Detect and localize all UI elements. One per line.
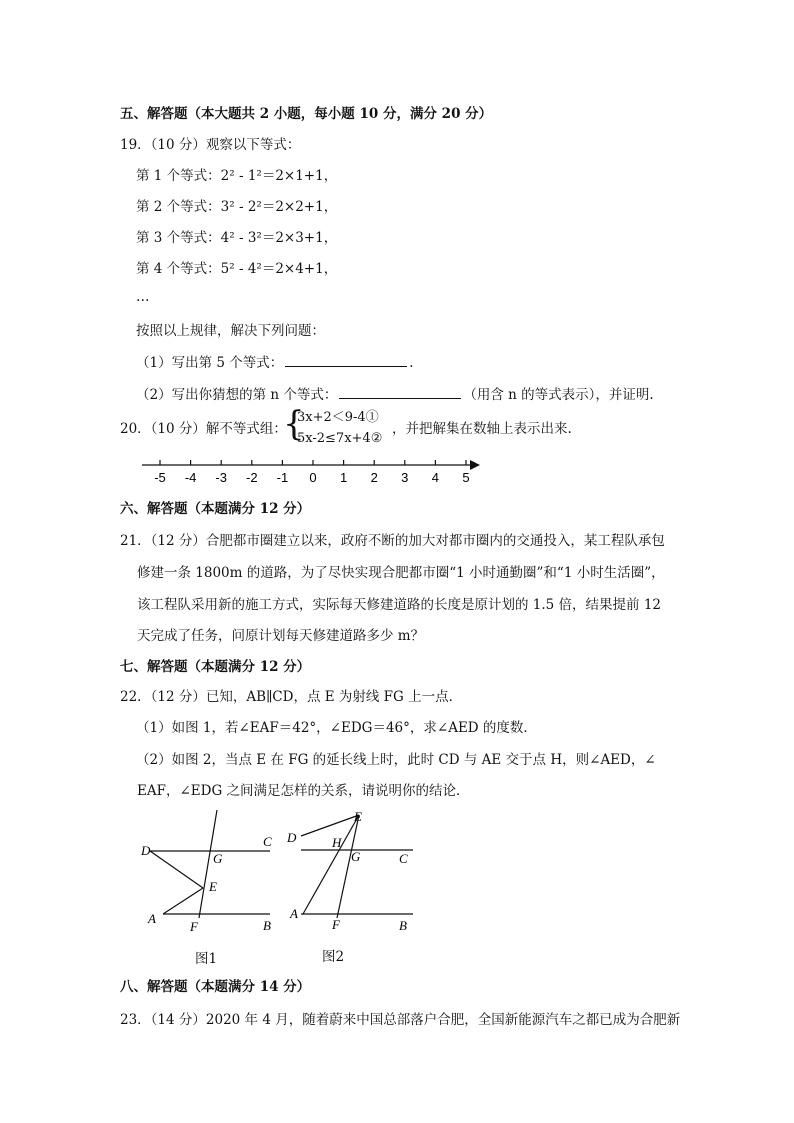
figure-1-caption: 图1 — [195, 951, 218, 967]
q19-part1-blank[interactable] — [285, 353, 407, 367]
number-line-label: 2 — [370, 470, 378, 485]
fig2-label-D: D — [287, 830, 297, 845]
q19-head: 19．（10 分）观察以下等式： — [120, 137, 301, 153]
q21-line-3: 该工程队采用新的施工方式，实际每天修建道路的长度是原计划的 1.5 倍，结果提前 12 — [137, 597, 662, 613]
fig1-label-G: G — [213, 851, 223, 866]
q20-tail: ，并把解集在数轴上表示出来. — [392, 421, 572, 437]
segment-DE — [301, 815, 359, 836]
fig2-label-B: B — [399, 918, 407, 933]
number-line-label: 3 — [401, 470, 409, 485]
line-FE — [337, 815, 359, 918]
fig1-label-C: C — [263, 834, 272, 849]
figure-2 — [283, 808, 423, 938]
number-line-label: 4 — [431, 470, 440, 485]
fig1-label-B: B — [263, 918, 271, 933]
figure-1 — [135, 810, 285, 940]
number-line-label: 0 — [309, 470, 317, 485]
q19-part1 — [136, 353, 414, 372]
q22-part1: （1）如图 1，若∠EAF＝42°，∠EDG＝46°，求∠AED 的度数． — [136, 720, 537, 736]
section-5-title: 五、解答题（本大题共 2 小题，每小题 10 分，满分 20 分） — [120, 106, 493, 122]
fig2-label-F: F — [332, 917, 340, 932]
q19-part2-text: （2）写出你猜想的第 n 个等式： — [136, 387, 338, 403]
q19-eq2: 第 2 个等式：3² - 2²＝2×2+1， — [136, 199, 338, 215]
section-8-title: 八、解答题（本题满分 14 分） — [120, 979, 311, 995]
q19-eq4: 第 4 个等式：5² - 4²＝2×4+1， — [136, 261, 338, 277]
q21-line-1: 21．（12 分）合肥都市圈建立以来，政府不断的加大对都市圈内的交通投入，某工程队承包 — [120, 533, 665, 549]
q19-part1-end: . — [409, 355, 414, 371]
number-line-label: -3 — [215, 470, 227, 485]
number-line — [140, 455, 490, 487]
number-line-label: -2 — [246, 470, 258, 485]
system-brace: { — [283, 404, 305, 444]
fig1-label-A: A — [148, 911, 156, 926]
fig2-label-H: H — [332, 835, 342, 850]
section-6-title: 六、解答题（本题满分 12 分） — [120, 501, 311, 517]
fig2-label-E: E — [354, 809, 362, 824]
fig1-label-E: E — [209, 879, 217, 894]
number-line-label: -4 — [184, 470, 197, 485]
fig1-label-F: F — [190, 919, 198, 934]
section-7-title: 七、解答题（本题满分 12 分） — [120, 659, 311, 675]
q19-part2 — [136, 385, 654, 404]
fig2-label-G: G — [351, 849, 361, 864]
number-line-label: -1 — [276, 470, 289, 485]
q21-line-2: 修建一条 1800m 的道路，为了尽快实现合肥都市圈“1 小时通勤圈”和“1 小时生活圈”， — [137, 565, 665, 581]
q22-part2b: EAF，∠EDG 之间满足怎样的关系，请说明你的结论． — [137, 783, 470, 799]
q19-ellipsis: … — [136, 289, 150, 305]
q20-inequality-2: 5x-2≤7x+4② — [297, 431, 383, 446]
q22-part2a: （2）如图 2，当点 E 在 FG 的延长线上时，此时 CD 与 AE 交于点 H，则∠AED，∠ — [136, 752, 656, 768]
segment-DE — [150, 851, 203, 888]
number-line-label: -5 — [154, 470, 166, 485]
q22-head: 22．（12 分）已知，AB∥CD，点 E 为射线 FG 上一点． — [120, 689, 463, 705]
q20-head: 20．（10 分）解不等式组： — [120, 421, 287, 437]
q19-part1-text: （1）写出第 5 个等式： — [136, 355, 284, 371]
q19-part2-blank[interactable] — [339, 385, 461, 399]
figure-2-caption: 图2 — [322, 949, 345, 965]
fig1-label-D: D — [141, 843, 151, 858]
q23-line-1: 23．（14 分）2020 年 4 月，随着蔚来中国总部落户合肥，全国新能源汽车之都已成为合肥新 — [120, 1012, 681, 1028]
q19-eq1: 第 1 个等式：2² - 1²＝2×1+1， — [136, 168, 338, 184]
q19-rule: 按照以上规律，解决下列问题： — [136, 323, 325, 339]
number-line-label: 1 — [339, 470, 348, 485]
segment-AE — [303, 815, 359, 914]
q21-line-4: 天完成了任务，问原计划每天修建道路多少 m？ — [137, 628, 425, 644]
fig2-label-A: A — [290, 906, 298, 921]
q19-eq3: 第 3 个等式：4² - 3²＝2×3+1， — [136, 230, 338, 246]
number-line-label: 5 — [462, 470, 470, 485]
q20-inequality-1: 3x+2＜9-4① — [297, 410, 379, 425]
q19-part2-end: （用含 n 的等式表示），并证明. — [463, 387, 654, 403]
segment-AE — [163, 888, 203, 914]
fig2-label-C: C — [399, 851, 408, 866]
